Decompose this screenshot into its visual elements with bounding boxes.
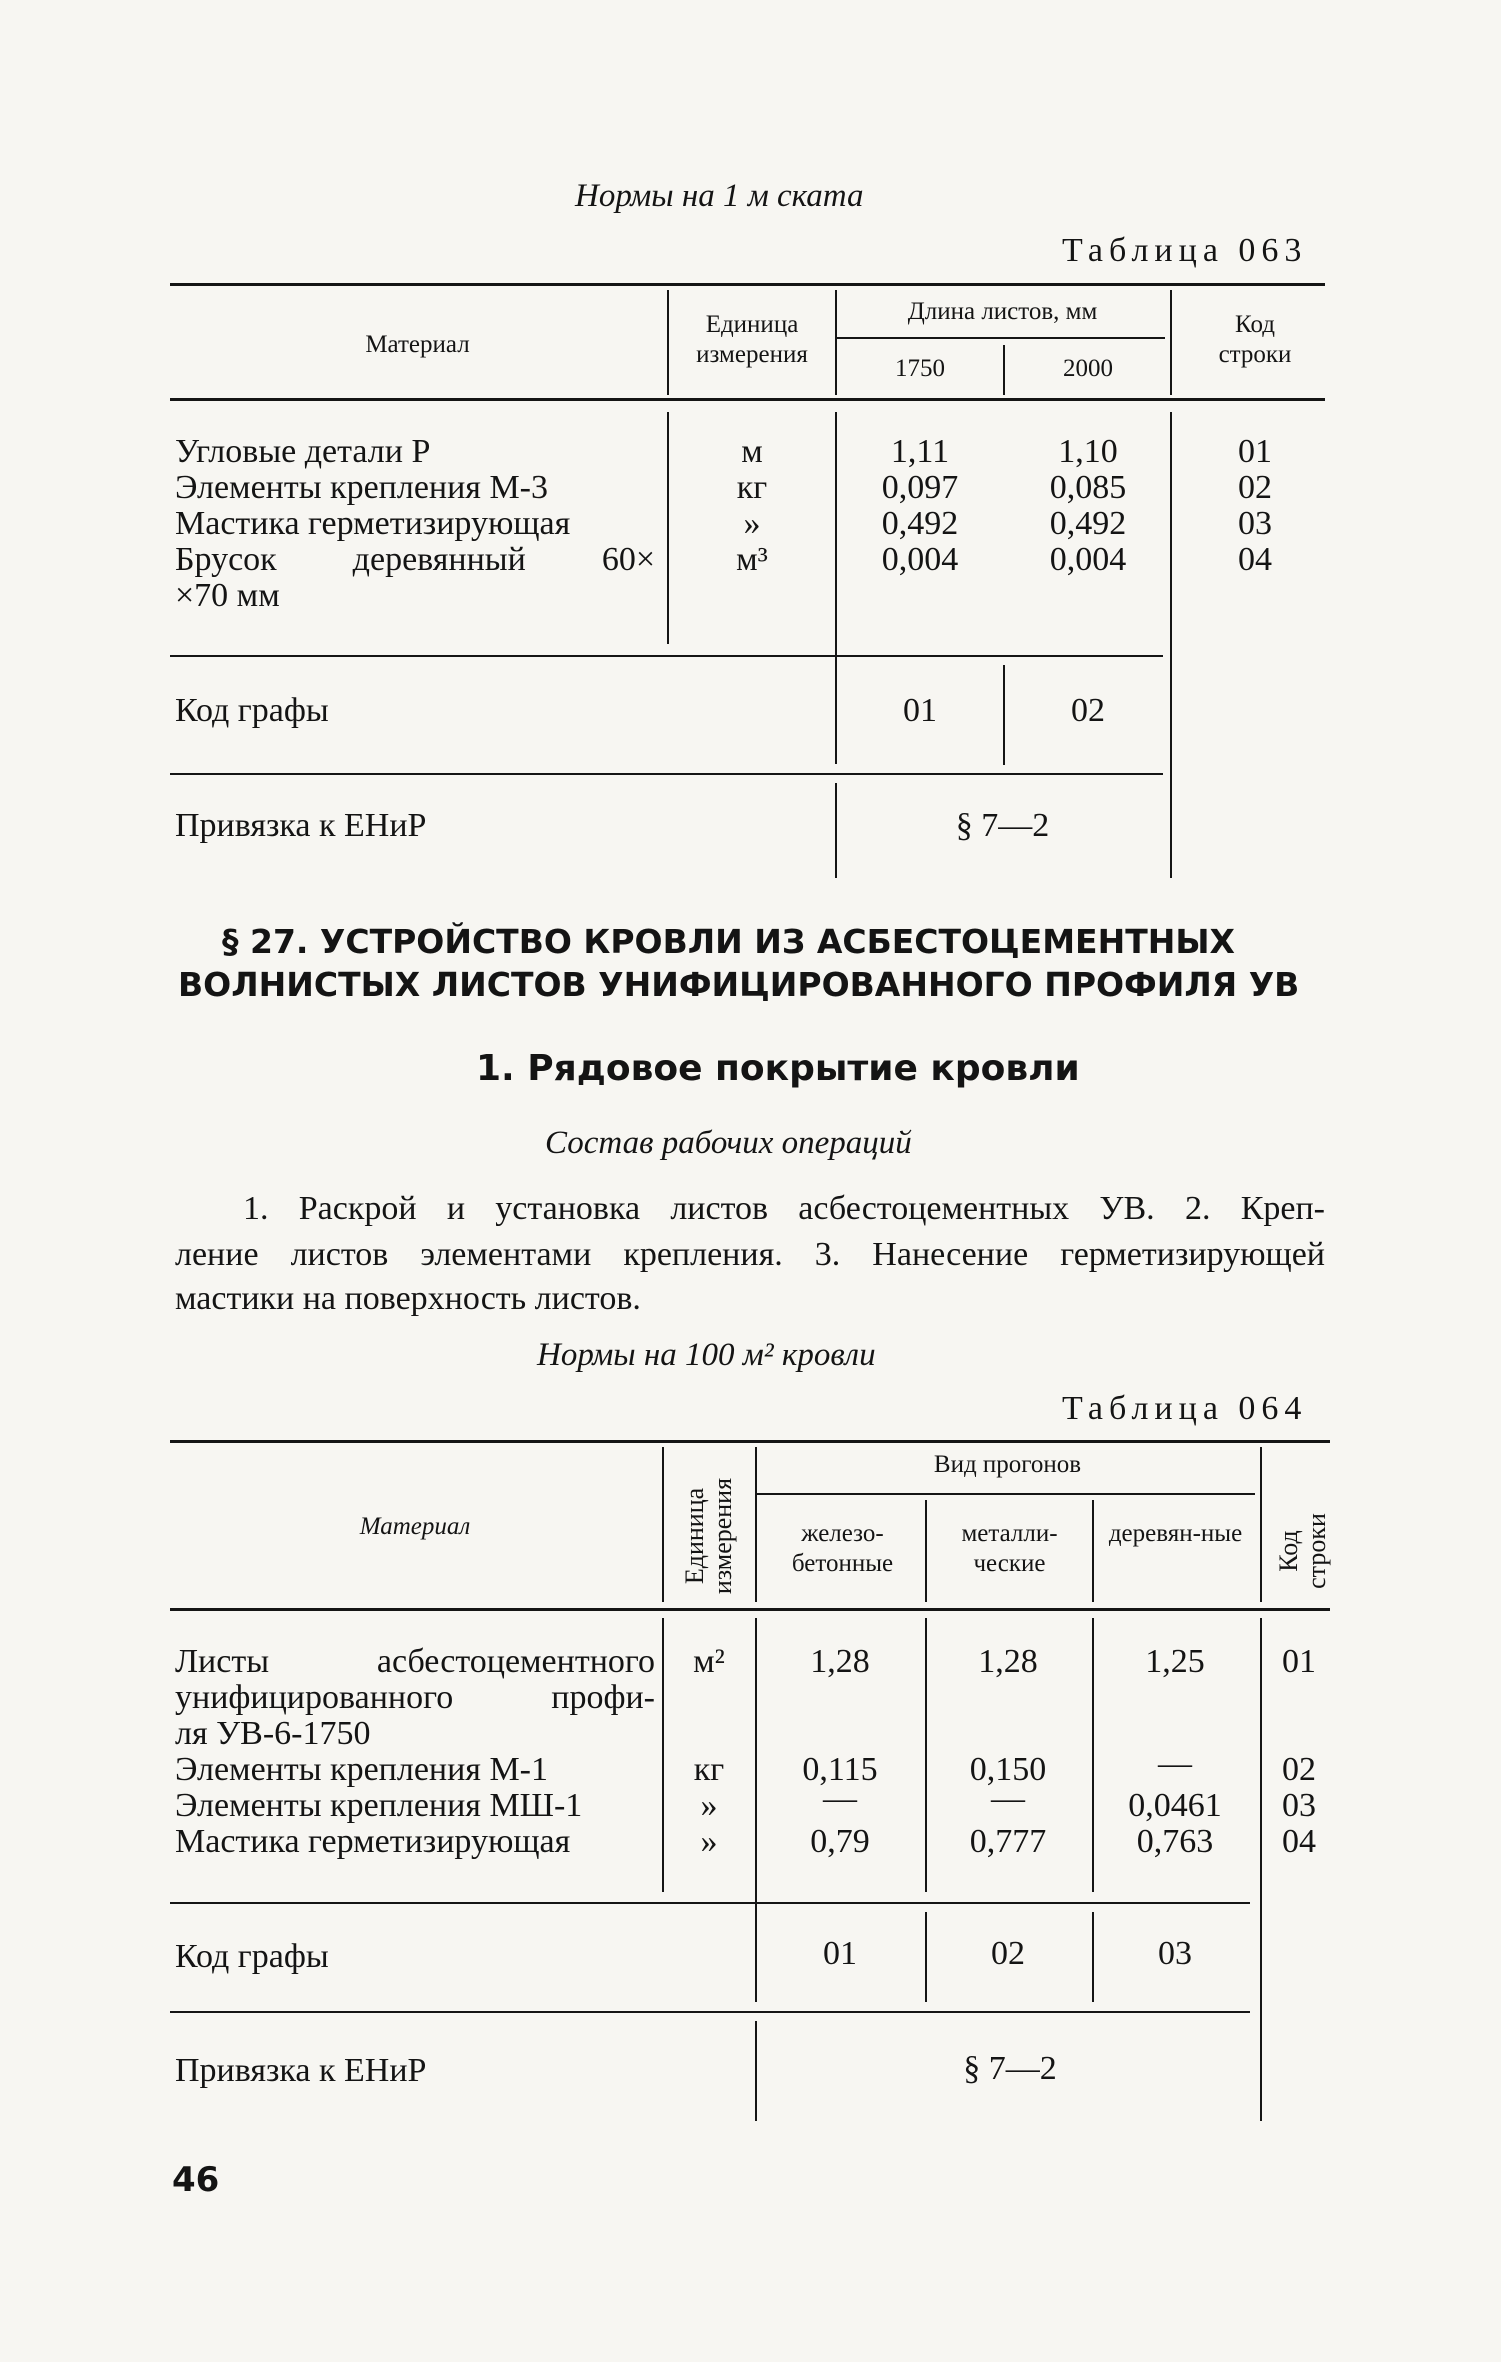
section-heading-cont: ВОЛНИСТЫХ ЛИСТОВ УНИФИЦИРОВАННОГО ПРОФИЛЯ УВ bbox=[178, 965, 1300, 1004]
table064-row-material-cont: ля УВ-6-1750 bbox=[175, 1715, 371, 1752]
table064-row-code: 04 bbox=[1282, 1823, 1316, 1860]
table063-graph-code: 01 bbox=[903, 692, 937, 729]
table064-header-rc: железо-бетонные bbox=[791, 1520, 894, 1577]
table063-row-value-2000: 0,492 bbox=[1049, 505, 1127, 542]
table064-row-material-cont: унифицированного профи- bbox=[175, 1679, 655, 1716]
table064-header-purlins: Вид прогонов bbox=[933, 1451, 1082, 1478]
operations-text: мастики на поверхность листов. bbox=[175, 1280, 641, 1317]
table064-row-code: 01 bbox=[1282, 1643, 1316, 1680]
table064-row-value-wood: — bbox=[1158, 1745, 1192, 1782]
table063-row-value-1750: 1,11 bbox=[890, 433, 950, 470]
table064-header-code: Код строки bbox=[1274, 1513, 1331, 1589]
table064-norm-title: Нормы на 100 м² кровли bbox=[537, 1337, 876, 1373]
table063-enir-value: § 7—2 bbox=[955, 807, 1050, 844]
operations-text: 1. Раскрой и установка листов асбестоцементных УВ. 2. Креп- bbox=[243, 1190, 1325, 1227]
table064-row-unit: кг bbox=[693, 1751, 725, 1788]
table064-row-value-rc: — bbox=[823, 1780, 857, 1817]
table063-graph-code: 02 bbox=[1071, 692, 1105, 729]
table064-row-material: Мастика герметизирующая bbox=[175, 1823, 571, 1860]
table063-row-material: Угловые детали Р bbox=[175, 433, 431, 470]
table063-row-code: 01 bbox=[1238, 433, 1272, 470]
table063-row-unit: кг bbox=[736, 469, 768, 506]
table063-header-material: Материал bbox=[365, 331, 470, 358]
table063-row-unit: м bbox=[741, 433, 763, 470]
table063-row-value-1750: 0,492 bbox=[881, 505, 959, 542]
table064-row-value-metal: 0,777 bbox=[969, 1823, 1047, 1860]
table063-row-material: Мастика герметизирующая bbox=[175, 505, 571, 542]
table064-graph-code: 03 bbox=[1158, 1935, 1192, 1972]
table064-graph-code-label: Код графы bbox=[175, 1938, 329, 1975]
table063-row-material-cont: ×70 мм bbox=[175, 577, 280, 614]
table064-row-code: 02 bbox=[1282, 1751, 1316, 1788]
table064-enir-label: Привязка к ЕНиР bbox=[175, 2052, 427, 2089]
table064-label: Таблица 064 bbox=[1062, 1390, 1308, 1427]
table063-row-value-2000: 0,085 bbox=[1049, 469, 1127, 506]
table064-row-value-rc: 0,79 bbox=[810, 1823, 870, 1860]
table063-graph-code-label: Код графы bbox=[175, 692, 329, 729]
table063-norm-title: Нормы на 1 м ската bbox=[575, 178, 864, 214]
table064-graph-code: 01 bbox=[823, 1935, 857, 1972]
table063-row-unit: м³ bbox=[736, 541, 768, 578]
table064-row-value-metal: 0,150 bbox=[969, 1751, 1047, 1788]
table064-header-unit: Единица измерения bbox=[680, 1477, 737, 1595]
operations-text: ление листов элементами крепления. 3. Нанесение герметизирующей bbox=[175, 1236, 1325, 1273]
table064-row-value-metal: 1,28 bbox=[978, 1643, 1038, 1680]
table064-header-wood: деревян-ные bbox=[1108, 1520, 1243, 1547]
table063-row-material: Брусок деревянный 60× bbox=[175, 541, 655, 578]
table063-row-value-1750: 0,097 bbox=[881, 469, 959, 506]
table063-header-unit: Единица измерения bbox=[696, 311, 808, 368]
table063-header-length: Длина листов, мм bbox=[907, 298, 1098, 325]
table064-row-material: Элементы крепления М-1 bbox=[175, 1751, 549, 1788]
table063-enir-label: Привязка к ЕНиР bbox=[175, 807, 427, 844]
table064-enir-value: § 7—2 bbox=[963, 2050, 1057, 2087]
table063-row-code: 02 bbox=[1238, 469, 1272, 506]
table063-row-value-2000: 1,10 bbox=[1058, 433, 1118, 470]
table063-label: Таблица 063 bbox=[1062, 232, 1308, 269]
table063-row-unit: » bbox=[743, 505, 761, 542]
table064-row-value-metal: — bbox=[991, 1780, 1025, 1817]
table064-header-metal: металли-ческие bbox=[961, 1520, 1058, 1577]
table064-header-material: Материал bbox=[359, 1513, 471, 1540]
table064-row-value-wood: 0,763 bbox=[1136, 1823, 1214, 1860]
table063-header-2000: 2000 bbox=[1063, 355, 1113, 382]
table063-header-code: Код строки bbox=[1218, 311, 1292, 368]
section-heading: § 27. УСТРОЙСТВО КРОВЛИ ИЗ АСБЕСТОЦЕМЕНТНЫХ bbox=[222, 922, 1235, 961]
table064-graph-code: 02 bbox=[991, 1935, 1025, 1972]
section-subheading: 1. Рядовое покрытие кровли bbox=[476, 1048, 1080, 1089]
table064-row-material: Листы асбестоцементного bbox=[175, 1643, 655, 1680]
table064-row-value-wood: 0,0461 bbox=[1128, 1787, 1222, 1824]
page-number: 46 bbox=[172, 2160, 220, 2200]
table063-row-code: 04 bbox=[1238, 541, 1272, 578]
table064-row-unit: » bbox=[700, 1823, 718, 1860]
table063-row-value-2000: 0,004 bbox=[1049, 541, 1127, 578]
table064-row-material: Элементы крепления МШ-1 bbox=[175, 1787, 583, 1824]
table064-row-unit: » bbox=[700, 1787, 718, 1824]
table063-row-material: Элементы крепления М-3 bbox=[175, 469, 549, 506]
table064-row-code: 03 bbox=[1282, 1787, 1316, 1824]
table063-row-value-1750: 0,004 bbox=[881, 541, 959, 578]
operations-title: Состав рабочих операций bbox=[545, 1125, 912, 1161]
table064-row-unit: м² bbox=[693, 1643, 725, 1680]
table063-header-1750: 1750 bbox=[895, 355, 945, 382]
table064-row-value-rc: 0,115 bbox=[802, 1751, 878, 1788]
table063-row-code: 03 bbox=[1238, 505, 1272, 542]
table064-row-value-rc: 1,28 bbox=[810, 1643, 870, 1680]
table064-row-value-wood: 1,25 bbox=[1145, 1643, 1205, 1680]
